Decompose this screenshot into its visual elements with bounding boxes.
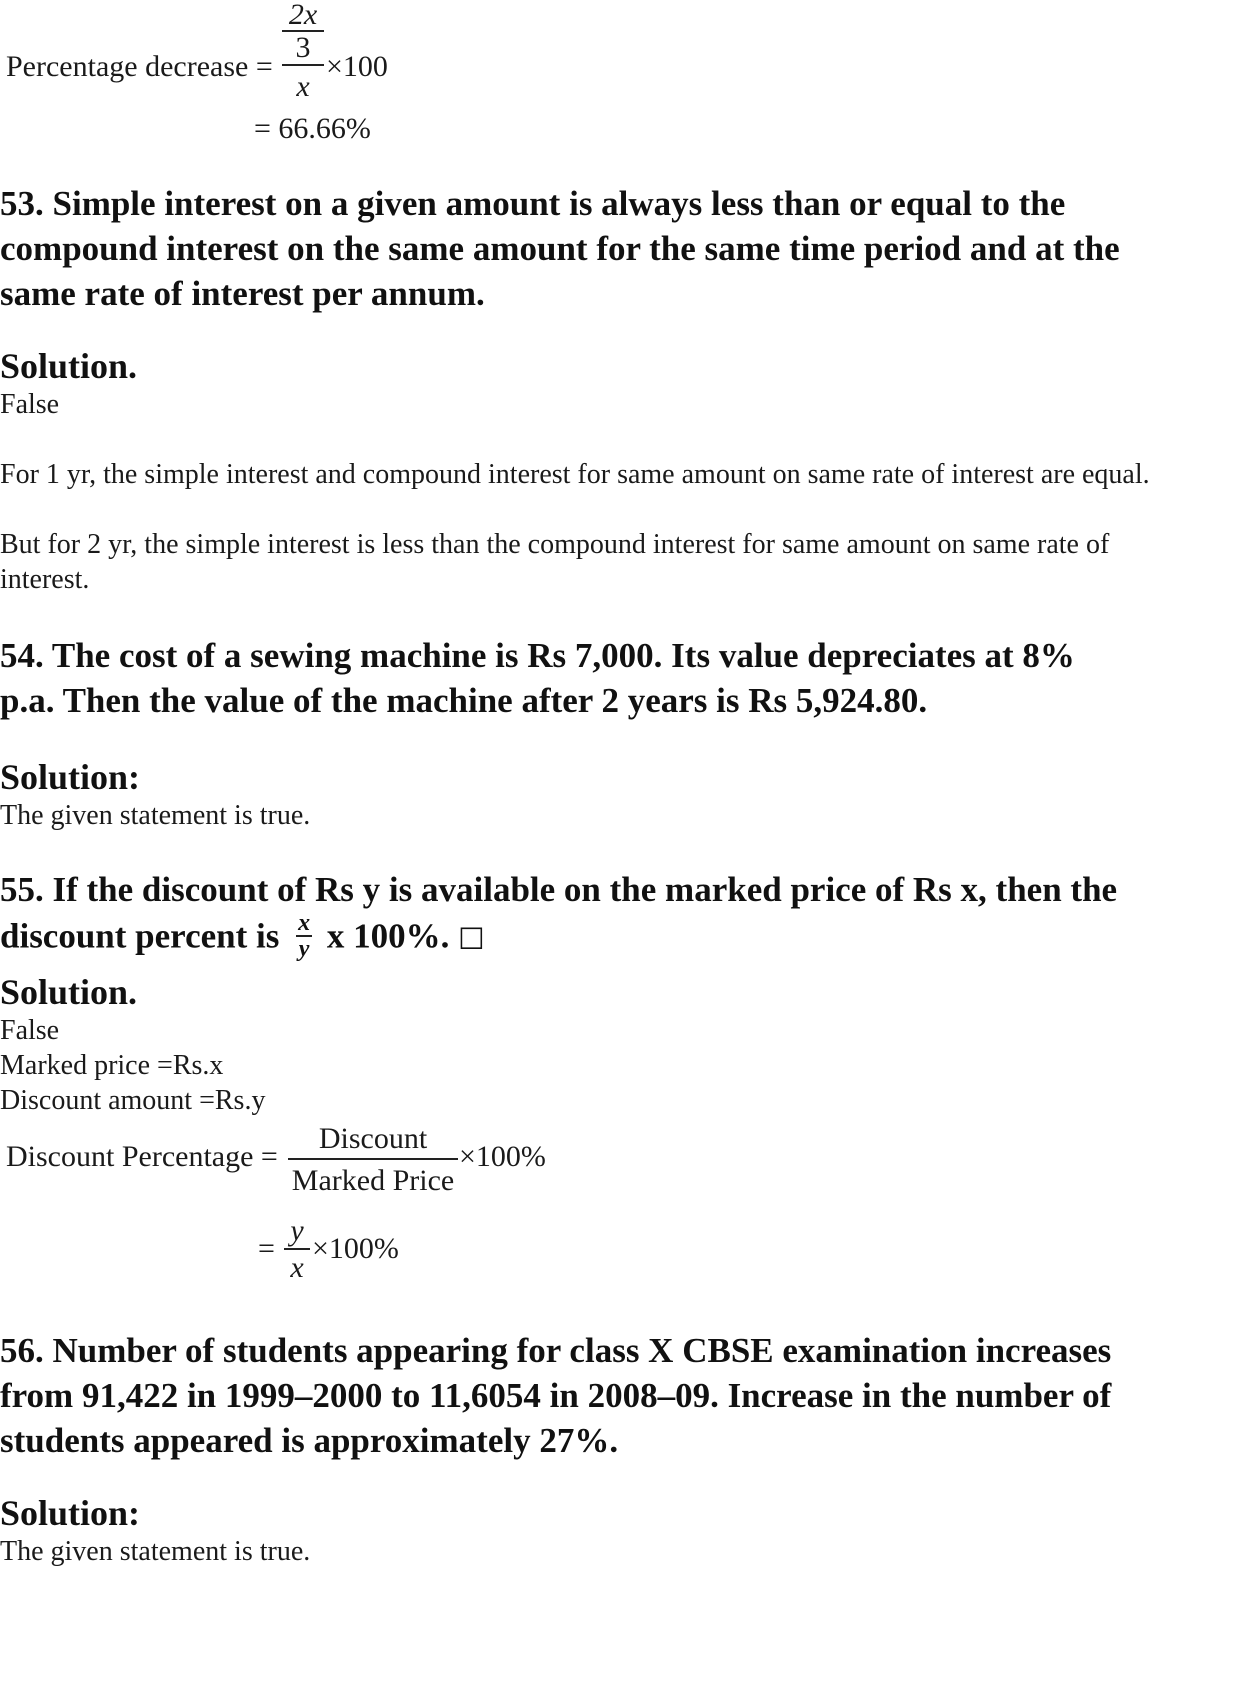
- compound-fraction: [282, 0, 324, 108]
- eq2-lhs: =: [258, 1232, 275, 1265]
- answer-53: False: [0, 389, 60, 420]
- missing-glyph-box: □: [458, 919, 485, 953]
- eq2-fraction: [284, 1214, 310, 1286]
- marked-price-line: Marked price =Rs.x: [0, 1050, 224, 1081]
- inner-denominator: 3: [282, 32, 324, 66]
- question-55-fraction: [296, 911, 312, 961]
- question-55-line-2: [0, 910, 485, 970]
- discount-percentage-equation: [6, 1120, 606, 1210]
- equation-result: = 66.66%: [254, 112, 371, 145]
- question-56: 56. Number of students appearing for class X CBSE examination increases from 91,422 in 1999–2000 to 11,6054 in 2008–09. Increase in the number of students appeared is approximately 27%.: [0, 1331, 1112, 1460]
- question-55-suffix: x 100%.: [326, 916, 450, 956]
- explanation-53-1: For 1 yr, the simple interest and compound interest for same amount on same rate of interest are equal.: [0, 459, 1150, 490]
- eq1-fraction: [288, 1120, 458, 1202]
- answer-54: The given statement is true.: [0, 800, 311, 831]
- question-54: 54. The cost of a sewing machine is Rs 7,000. Its value depreciates at 8% p.a. Then the value of the machine after 2 years is Rs 5,924.80.: [0, 636, 1075, 720]
- equation-multiplier: ×100: [326, 50, 388, 83]
- discount-result-equation: [258, 1214, 478, 1294]
- eq1-lhs: Discount Percentage =: [6, 1140, 278, 1173]
- fraction-numerator: x: [298, 909, 311, 936]
- fraction-denominator: y: [298, 935, 310, 962]
- eq1-rhs: ×100%: [459, 1140, 546, 1173]
- question-53: 53. Simple interest on a given amount is always less than or equal to the compound interest on the same amount for the same time period and at the same rate of interest per annum.: [0, 184, 1120, 313]
- solution-label-54: Solution:: [0, 757, 141, 797]
- solution-label-56: Solution:: [0, 1493, 141, 1533]
- eq1-denominator: Marked Price: [291, 1164, 455, 1197]
- answer-55: False: [0, 1015, 60, 1046]
- outer-denominator: x: [296, 70, 310, 103]
- equation-lhs: Percentage decrease =: [6, 50, 273, 83]
- percentage-decrease-equation: [6, 0, 426, 150]
- question-55-prefix: discount percent is: [0, 916, 280, 956]
- eq2-denominator: x: [290, 1251, 304, 1284]
- eq2-numerator: y: [284, 1214, 310, 1250]
- answer-56: The given statement is true.: [0, 1536, 311, 1567]
- inner-numerator: 2x: [282, 0, 324, 32]
- eq1-numerator: Discount: [288, 1120, 458, 1160]
- solution-label-55: Solution.: [0, 972, 138, 1012]
- discount-amount-line: Discount amount =Rs.y: [0, 1085, 266, 1116]
- question-55-line-1: 55. If the discount of Rs y is available on the marked price of Rs x, then the: [0, 870, 1118, 909]
- explanation-53-2: But for 2 yr, the simple interest is less than the compound interest for same amount on same rate of interest.: [0, 529, 1110, 595]
- solution-label-53: Solution.: [0, 346, 138, 386]
- eq2-rhs: ×100%: [312, 1232, 399, 1265]
